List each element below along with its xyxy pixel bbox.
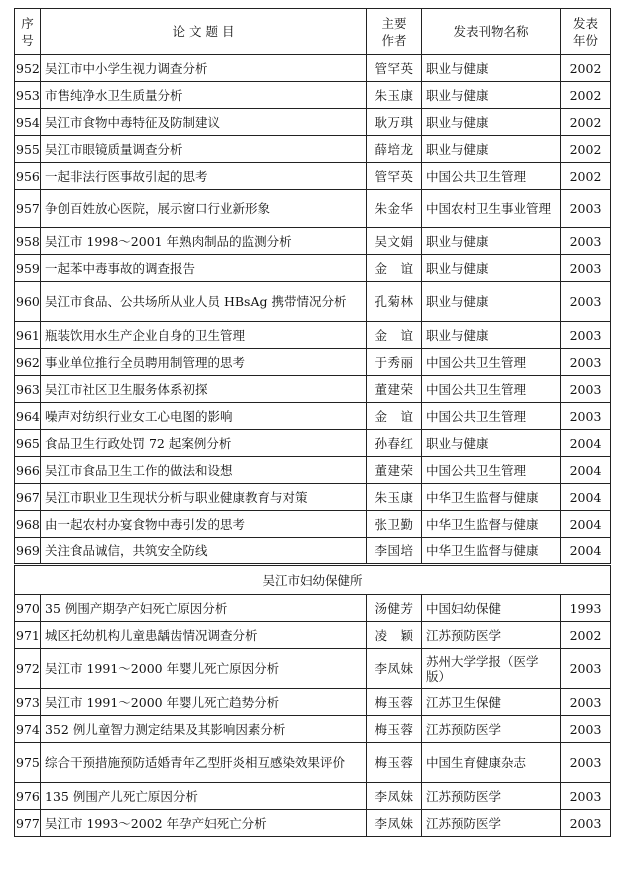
row-year: 2003 [561,689,611,716]
row-year: 2003 [561,810,611,837]
row-journal: 江苏卫生保健 [422,689,561,716]
row-journal: 职业与健康 [422,430,561,457]
row-number: 970 [15,595,41,622]
header-year-line1: 发表 [572,15,598,31]
row-author: 李国培 [367,538,422,565]
row-number: 974 [15,716,41,743]
row-author: 李凤妹 [367,783,422,810]
header-number-line1: 序 [21,15,34,31]
row-journal: 中华卫生监督与健康 [422,538,561,565]
row-title: 吴江市食物中毒特征及防制建议 [41,109,367,136]
row-year: 2003 [561,649,611,689]
row-number: 957 [15,190,41,228]
row-author: 董建荣 [367,457,422,484]
row-journal: 苏州大学学报（医学版） [422,649,561,689]
row-title: 吴江市食品、公共场所从业人员 HBsAg 携带情况分析 [41,282,367,322]
row-year: 2002 [561,82,611,109]
row-journal: 江苏预防医学 [422,783,561,810]
row-number: 962 [15,349,41,376]
table-row [15,716,611,743]
row-journal: 职业与健康 [422,255,561,282]
row-number: 966 [15,457,41,484]
row-author: 金 谊 [367,322,422,349]
header-author [367,9,422,55]
row-year: 2003 [561,255,611,282]
row-number: 975 [15,743,41,783]
row-number: 971 [15,622,41,649]
section-header-row [15,565,611,595]
row-author: 金 谊 [367,255,422,282]
row-year: 1993 [561,595,611,622]
row-title: 噪声对纺织行业女工心电图的影响 [41,403,367,430]
row-number: 961 [15,322,41,349]
table-row [15,649,611,689]
row-author: 金 谊 [367,403,422,430]
table-row [15,136,611,163]
table-row [15,403,611,430]
row-title: 一起非法行医事故引起的思考 [41,163,367,190]
header-year [561,9,611,55]
row-author: 于秀丽 [367,349,422,376]
header-title: 论 文 题 目 [41,9,367,55]
row-title: 关注食品诚信，共筑安全防线 [41,538,367,565]
header-number-line2: 号 [21,32,34,48]
header-author-line2: 作者 [381,32,407,48]
table-row [15,322,611,349]
section-title: 吴江市妇幼保健所 [15,565,611,595]
row-year: 2003 [561,349,611,376]
row-title: 市售纯净水卫生质量分析 [41,82,367,109]
row-number: 960 [15,282,41,322]
table-row [15,457,611,484]
row-year: 2004 [561,457,611,484]
row-year: 2003 [561,783,611,810]
row-author: 梅玉蓉 [367,716,422,743]
row-author: 梅玉蓉 [367,689,422,716]
row-title: 吴江市眼镜质量调查分析 [41,136,367,163]
row-number: 955 [15,136,41,163]
row-year: 2003 [561,716,611,743]
row-author: 吴文娟 [367,228,422,255]
row-number: 952 [15,55,41,82]
row-number: 967 [15,484,41,511]
row-author: 朱玉康 [367,484,422,511]
table-row [15,484,611,511]
row-author: 董建荣 [367,376,422,403]
row-author: 薛培龙 [367,136,422,163]
table-row [15,109,611,136]
row-journal: 职业与健康 [422,109,561,136]
row-title: 吴江市社区卫生服务体系初探 [41,376,367,403]
row-year: 2004 [561,484,611,511]
row-title: 吴江市职业卫生现状分析与职业健康教育与对策 [41,484,367,511]
table-row [15,430,611,457]
row-number: 954 [15,109,41,136]
row-journal: 中国农村卫生事业管理 [422,190,561,228]
row-author: 管罕英 [367,163,422,190]
row-year: 2002 [561,136,611,163]
row-title: 吴江市 1991～2000 年婴儿死亡趋势分析 [41,689,367,716]
row-number: 969 [15,538,41,565]
row-year: 2003 [561,190,611,228]
row-title: 由一起农村办宴食物中毒引发的思考 [41,511,367,538]
row-journal: 职业与健康 [422,82,561,109]
row-journal: 江苏预防医学 [422,716,561,743]
row-title: 35 例围产期孕产妇死亡原因分析 [41,595,367,622]
row-title: 城区托幼机构儿童患龋齿情况调查分析 [41,622,367,649]
row-journal: 中国公共卫生管理 [422,349,561,376]
row-year: 2002 [561,55,611,82]
table-row [15,282,611,322]
row-title: 135 例围产儿死亡原因分析 [41,783,367,810]
table-row [15,163,611,190]
row-journal: 江苏预防医学 [422,810,561,837]
row-author: 管罕英 [367,55,422,82]
row-number: 959 [15,255,41,282]
header-number [15,9,41,55]
row-journal: 中国公共卫生管理 [422,403,561,430]
table-row [15,743,611,783]
row-title: 吴江市中小学生视力调查分析 [41,55,367,82]
table-row [15,376,611,403]
table-row [15,228,611,255]
row-number: 956 [15,163,41,190]
publication-list-page [14,8,610,837]
row-journal: 中国公共卫生管理 [422,163,561,190]
row-author: 李凤妹 [367,810,422,837]
row-author: 朱玉康 [367,82,422,109]
row-number: 968 [15,511,41,538]
table-row [15,783,611,810]
table-body [15,55,611,837]
row-author: 汤健芳 [367,595,422,622]
row-title: 综合干预措施预防适婚青年乙型肝炎相互感染效果评价 [41,743,367,783]
row-journal: 中国公共卫生管理 [422,376,561,403]
row-author: 张卫勤 [367,511,422,538]
row-journal: 中国妇幼保健 [422,595,561,622]
row-journal: 江苏预防医学 [422,622,561,649]
row-number: 963 [15,376,41,403]
row-year: 2003 [561,376,611,403]
row-year: 2003 [561,322,611,349]
table-row [15,538,611,565]
row-year: 2003 [561,403,611,430]
row-title: 吴江市食品卫生工作的做法和设想 [41,457,367,484]
row-author: 梅玉蓉 [367,743,422,783]
row-title: 吴江市 1993～2002 年孕产妇死亡分析 [41,810,367,837]
header-year-line2: 年份 [572,32,598,48]
row-title: 争创百姓放心医院，展示窗口行业新形象 [41,190,367,228]
table-row [15,255,611,282]
table-row [15,349,611,376]
row-journal: 职业与健康 [422,136,561,163]
row-number: 953 [15,82,41,109]
row-journal: 中国生育健康杂志 [422,743,561,783]
row-number: 958 [15,228,41,255]
table-row [15,82,611,109]
table-row [15,595,611,622]
row-author: 朱金华 [367,190,422,228]
header-author-line1: 主要 [381,15,407,31]
row-journal: 职业与健康 [422,282,561,322]
row-author: 李凤妹 [367,649,422,689]
row-title: 事业单位推行全员聘用制管理的思考 [41,349,367,376]
row-title: 吴江市 1991～2000 年婴儿死亡原因分析 [41,649,367,689]
row-number: 965 [15,430,41,457]
table-row [15,511,611,538]
row-number: 972 [15,649,41,689]
table-header [15,9,611,55]
row-year: 2004 [561,430,611,457]
row-number: 976 [15,783,41,810]
row-title: 352 例儿童智力测定结果及其影响因素分析 [41,716,367,743]
row-journal: 中国公共卫生管理 [422,457,561,484]
row-year: 2002 [561,109,611,136]
row-year: 2004 [561,538,611,565]
row-title: 食品卫生行政处罚 72 起案例分析 [41,430,367,457]
row-author: 孔菊林 [367,282,422,322]
row-journal: 职业与健康 [422,228,561,255]
row-year: 2002 [561,163,611,190]
row-number: 964 [15,403,41,430]
table-row [15,689,611,716]
header-journal: 发表刊物名称 [422,9,561,55]
publication-table [14,8,611,837]
row-journal: 职业与健康 [422,322,561,349]
table-row [15,190,611,228]
row-year: 2003 [561,282,611,322]
row-number: 977 [15,810,41,837]
table-row [15,622,611,649]
row-journal: 中华卫生监督与健康 [422,484,561,511]
row-author: 耿万琪 [367,109,422,136]
row-title: 一起苯中毒事故的调查报告 [41,255,367,282]
row-author: 凌 颖 [367,622,422,649]
table-row [15,810,611,837]
row-year: 2003 [561,228,611,255]
table-row [15,55,611,82]
row-author: 孙春红 [367,430,422,457]
row-title: 吴江市 1998～2001 年熟肉制品的监测分析 [41,228,367,255]
row-year: 2004 [561,511,611,538]
row-year: 2002 [561,622,611,649]
row-title: 瓶装饮用水生产企业自身的卫生管理 [41,322,367,349]
row-journal: 中华卫生监督与健康 [422,511,561,538]
row-year: 2003 [561,743,611,783]
row-number: 973 [15,689,41,716]
row-journal: 职业与健康 [422,55,561,82]
